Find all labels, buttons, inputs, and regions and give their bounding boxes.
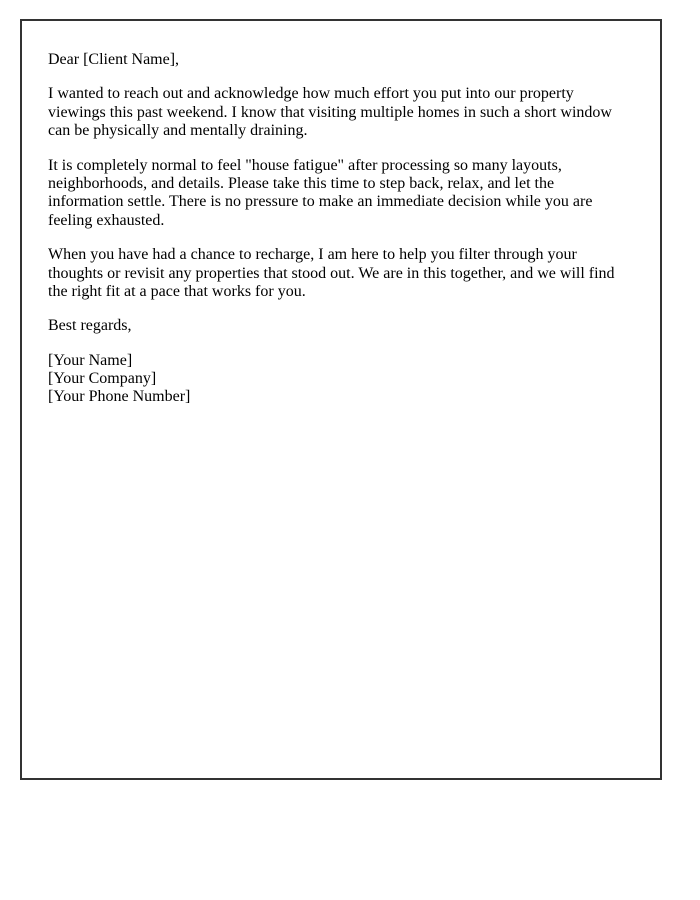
letter-salutation: Dear [Client Name], (48, 51, 180, 68)
letter-closing: Best regards, (48, 317, 132, 335)
signature-company: [Your Company] (48, 370, 157, 388)
signature-phone: [Your Phone Number] (48, 388, 191, 406)
letter-page (20, 19, 662, 780)
letter-paragraph-3: When you have had a chance to recharge, I am here to help you filter through your thoughts or revisit any properties that stood out. We are in this together, and we will find the right fit at a pace that works for you. (48, 246, 615, 300)
letter-paragraph-2: It is completely normal to feel "house fatigue" after processing so many layouts, neighborhoods, and details. Please take this time to step back, relax, and let the information settle. There is no pressure to make an immediate decision while you are feeling exhausted. (48, 156, 593, 229)
signature-block (48, 352, 618, 407)
signature-name: [Your Name] (48, 351, 133, 369)
letter-paragraph-1: I wanted to reach out and acknowledge how much effort you put into our property viewings this past weekend. I know that visiting multiple homes in such a short window can be physically and mentally draining. (48, 85, 612, 140)
